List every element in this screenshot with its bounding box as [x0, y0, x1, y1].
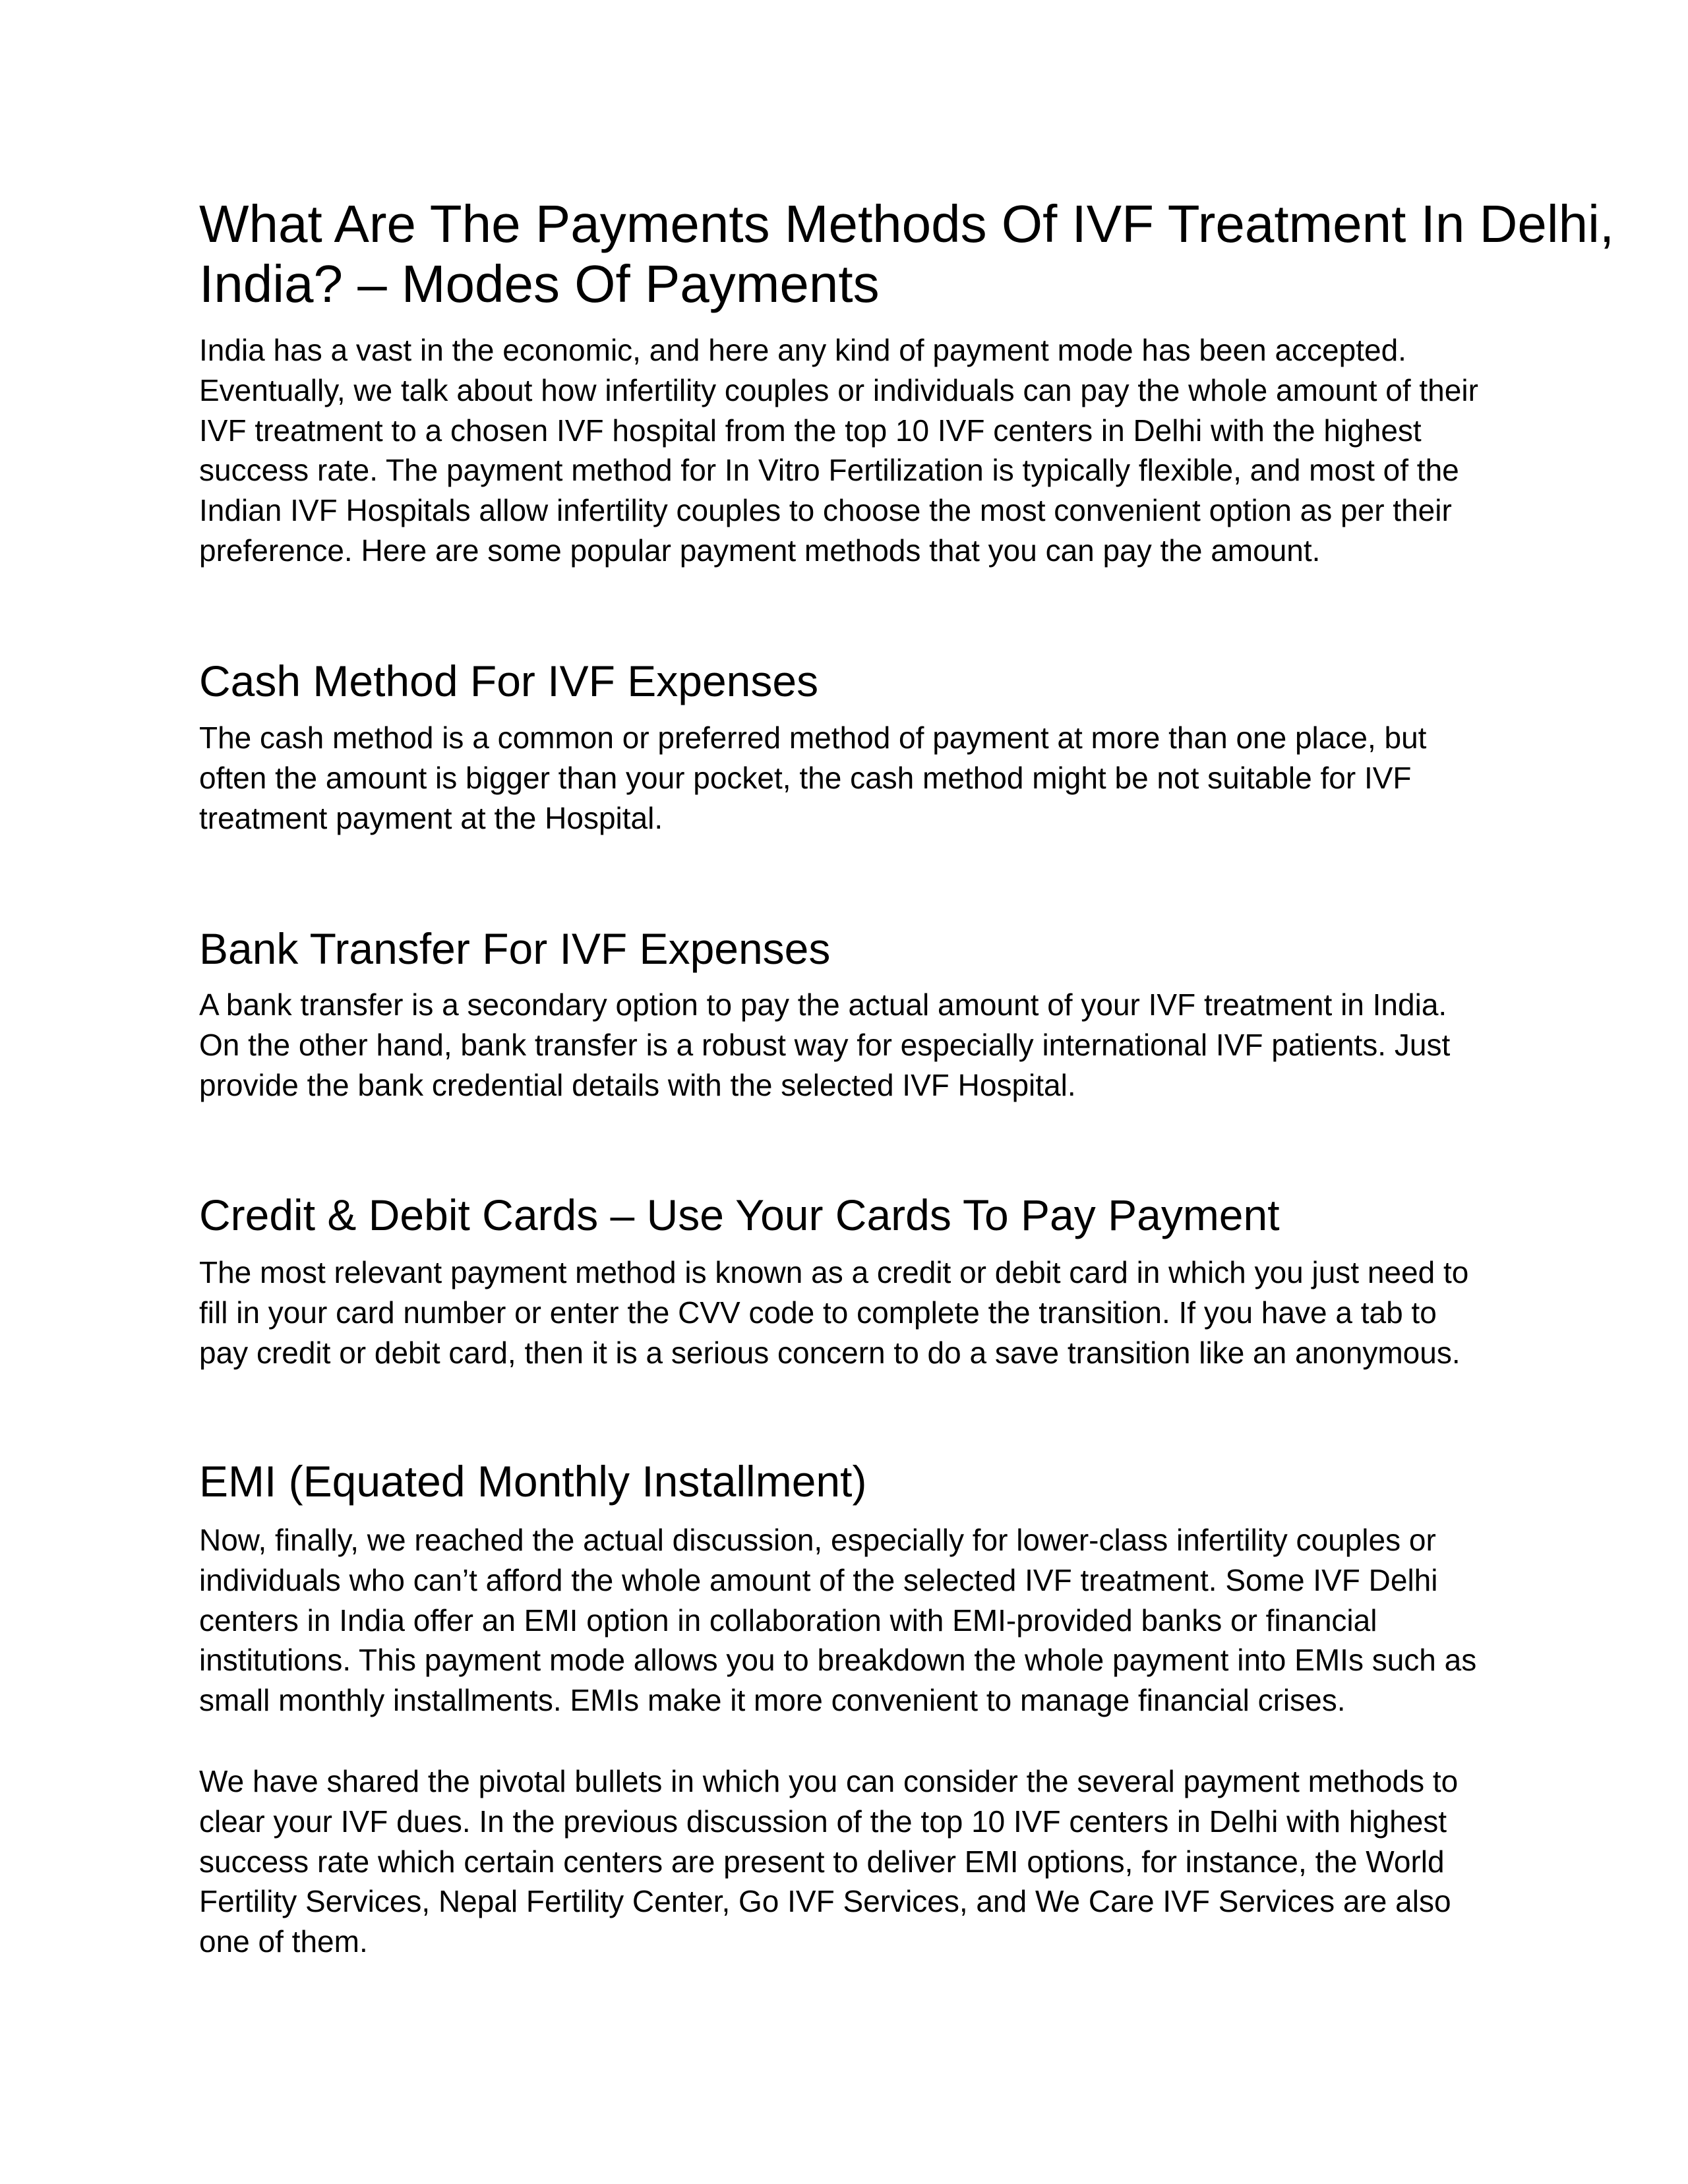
text-line: institutions. This payment mode allows you to breakdown the whole payment into EMIs such as — [199, 1643, 1477, 1678]
section-paragraph-cards — [199, 1253, 1518, 1372]
text-line: small monthly installments. EMIs make it more convenient to manage financial crises. — [199, 1683, 1346, 1718]
text-line: preference. Here are some popular payment methods that you can pay the amount. — [199, 533, 1321, 568]
closing-paragraph — [199, 1761, 1518, 1962]
text-line: provide the bank credential details with the selected IVF Hospital. — [199, 1067, 1076, 1102]
text-line: success rate which certain centers are present to deliver EMI options, for instance, the World — [199, 1844, 1445, 1879]
text-line: IVF treatment to a chosen IVF hospital from the top 10 IVF centers in Delhi with the highest — [199, 413, 1422, 448]
page-title — [199, 194, 1615, 314]
text-line: Now, finally, we reached the actual discussion, especially for lower-class infertility couples or — [199, 1523, 1436, 1557]
title-line: India? – Modes Of Payments — [199, 254, 880, 313]
text-line: The most relevant payment method is known as a credit or debit card in which you just need to — [199, 1255, 1469, 1289]
text-line: pay credit or debit card, then it is a serious concern to do a save transition like an anonymous. — [199, 1335, 1461, 1370]
text-line: success rate. The payment method for In Vitro Fertilization is typically flexible, and most of the — [199, 453, 1459, 488]
text-line: individuals who can’t afford the whole amount of the selected IVF treatment. Some IVF Delhi — [199, 1562, 1438, 1597]
section-paragraph-cash — [199, 718, 1518, 838]
text-line: treatment payment at the Hospital. — [199, 800, 663, 835]
section-heading-bank-transfer: Bank Transfer For IVF Expenses — [199, 924, 831, 973]
text-line: Eventually, we talk about how infertility couples or individuals can pay the whole amount of their — [199, 372, 1478, 407]
text-line: The cash method is a common or preferred method of payment at more than one place, but — [199, 721, 1427, 755]
text-line: centers in India offer an EMI option in collaboration with EMI-provided banks or financial — [199, 1603, 1377, 1638]
intro-paragraph — [199, 330, 1518, 571]
text-line: clear your IVF dues. In the previous discussion of the top 10 IVF centers in Delhi with highest — [199, 1804, 1447, 1839]
text-line: fill in your card number or enter the CVV code to complete the transition. If you have a tab to — [199, 1295, 1437, 1330]
text-line: We have shared the pivotal bullets in which you can consider the several payment methods to — [199, 1764, 1459, 1798]
text-line: Indian IVF Hospitals allow infertility couples to choose the most convenient option as per their — [199, 493, 1452, 528]
section-paragraph-bank-transfer — [199, 985, 1518, 1105]
text-line: On the other hand, bank transfer is a robust way for especially international IVF patients. Just — [199, 1027, 1451, 1062]
text-line: India has a vast in the economic, and here any kind of payment mode has been accepted. — [199, 333, 1406, 367]
title-line: What Are The Payments Methods Of IVF Treatment In Delhi, — [199, 194, 1615, 253]
section-heading-emi: EMI (Equated Monthly Installment) — [199, 1457, 867, 1506]
section-heading-cash: Cash Method For IVF Expenses — [199, 657, 819, 705]
section-heading-cards: Credit & Debit Cards – Use Your Cards To Pay Payment — [199, 1191, 1280, 1239]
text-line: often the amount is bigger than your pocket, the cash method might be not suitable for IVF — [199, 760, 1412, 795]
text-line: Fertility Services, Nepal Fertility Center, Go IVF Services, and We Care IVF Services are also — [199, 1884, 1451, 1919]
text-line: one of them. — [199, 1924, 368, 1959]
section-paragraph-emi — [199, 1520, 1518, 1721]
text-line: A bank transfer is a secondary option to pay the actual amount of your IVF treatment in India. — [199, 988, 1447, 1022]
